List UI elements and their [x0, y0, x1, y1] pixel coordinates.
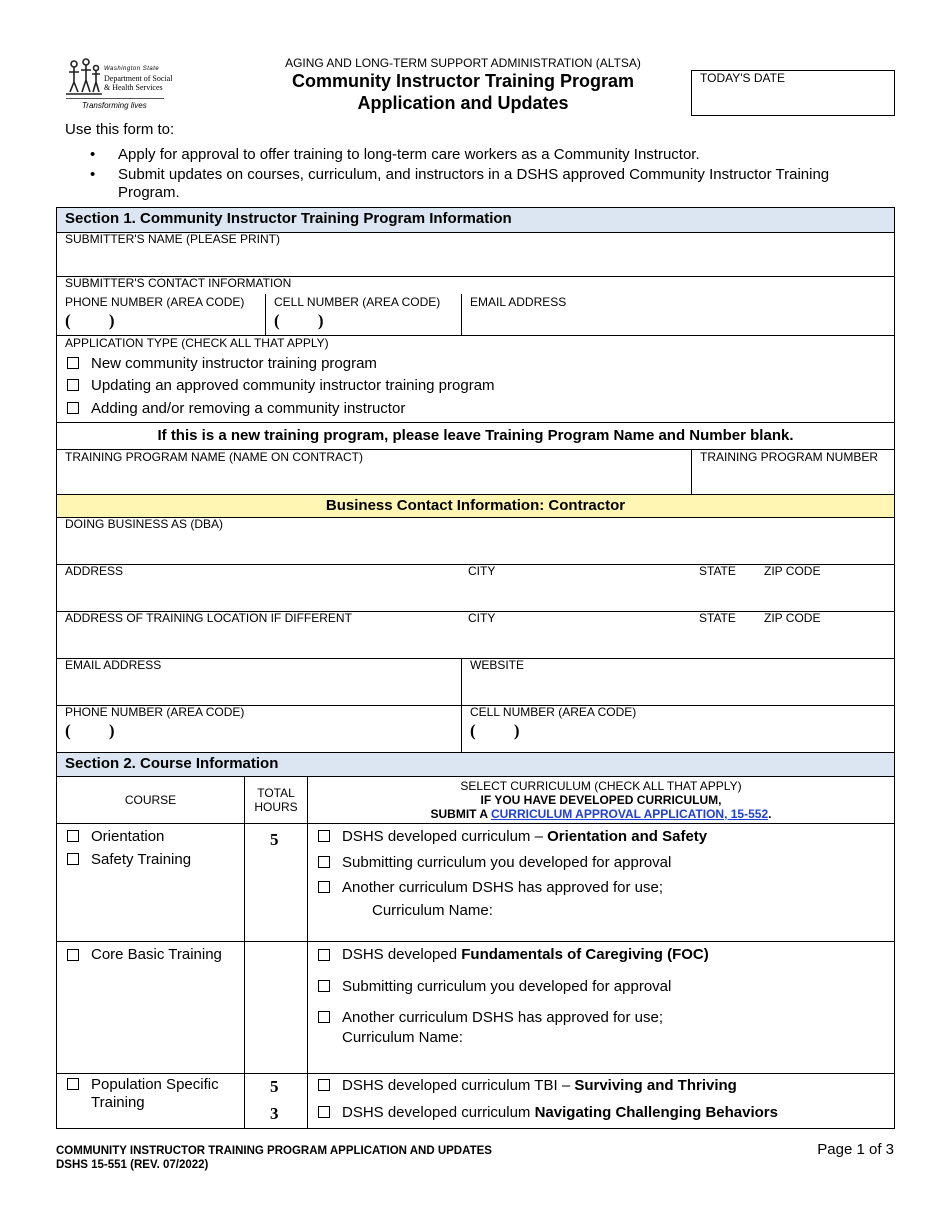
app-type-instructor-label: Adding and/or removing a community instructor — [91, 400, 406, 417]
city-label: CITY — [468, 564, 496, 578]
logo-tagline: Transforming lives — [82, 101, 147, 110]
logo-dept-line2: & Health Services — [104, 83, 163, 92]
dshs-people-icon — [64, 58, 104, 98]
email-input[interactable] — [462, 310, 894, 334]
orientation-own-curriculum-checkbox[interactable] — [318, 856, 330, 868]
contact-info-label: SUBMITTER'S CONTACT INFORMATION — [65, 276, 292, 290]
agency-name: AGING AND LONG-TERM SUPPORT ADMINISTRATION (ALTSA) — [285, 56, 641, 70]
biz-email-label: EMAIL ADDRESS — [65, 658, 162, 672]
app-type-update-checkbox[interactable] — [67, 379, 79, 391]
app-type-update-label: Updating an approved community instructor training program — [91, 377, 495, 394]
foc-curriculum-checkbox[interactable] — [318, 949, 330, 961]
curriculum-approval-link[interactable]: CURRICULUM APPROVAL APPLICATION, 15-552 — [490, 807, 769, 821]
core-other-curriculum-label: Another curriculum DSHS has approved for use; — [342, 1009, 663, 1026]
training-city-label: CITY — [468, 611, 496, 625]
tbi-hours: 5 — [270, 1077, 279, 1096]
orientation-curriculum-name-input[interactable] — [500, 900, 890, 936]
bullet-1: • — [90, 146, 96, 163]
business-contact-title: Business Contact Information: Contractor — [325, 497, 626, 514]
intro-bullet-2: Submit updates on courses, curriculum, and instructors in a DSHS approved Community Instructor Training — [118, 166, 830, 183]
phone-area-code-input[interactable]: ( ) — [65, 311, 115, 330]
footer-form-number: DSHS 15-551 (REV. 07/2022) — [56, 1159, 209, 1171]
orientation-checkbox[interactable] — [67, 830, 79, 842]
form-title-line1: Community Instructor Training Program — [291, 71, 635, 91]
core-own-curriculum-label: Submitting curriculum you developed for approval — [342, 978, 672, 995]
app-type-instructor-checkbox[interactable] — [67, 402, 79, 414]
application-type-label: APPLICATION TYPE (CHECK ALL THAT APPLY) — [65, 336, 329, 350]
biz-phone-label: PHONE NUMBER (AREA CODE) — [65, 705, 245, 719]
core-basic-hours — [245, 946, 307, 1066]
core-basic-checkbox[interactable] — [67, 949, 79, 961]
orientation-dshs-curriculum-checkbox[interactable] — [318, 830, 330, 842]
section1-header — [56, 207, 895, 232]
website-label: WEBSITE — [470, 658, 525, 672]
orientation-dshs-prefix: DSHS developed curriculum – — [342, 828, 548, 845]
submit-a-text: SUBMIT A — [430, 807, 491, 821]
orientation-hours: 5 — [270, 830, 279, 849]
orientation-own-curriculum-label: Submitting curriculum you developed for approval — [342, 854, 672, 871]
biz-cell-area-code-input[interactable]: ( ) — [470, 721, 520, 740]
tbi-curriculum-checkbox[interactable] — [318, 1079, 330, 1091]
population-specific-checkbox[interactable] — [67, 1078, 79, 1090]
app-type-new-label: New community instructor training program — [91, 355, 377, 372]
population-specific-label-line2: Training — [91, 1094, 145, 1111]
section2-header — [57, 753, 894, 776]
cell-label: CELL NUMBER (AREA CODE) — [274, 295, 441, 309]
tbi-curriculum-label — [342, 1077, 737, 1095]
col-select-header-line1: SELECT CURRICULUM (CHECK ALL THAT APPLY) — [460, 779, 742, 793]
foc-bold: Fundamentals of Caregiving (FOC) — [461, 946, 709, 963]
core-curriculum-name-input[interactable] — [470, 1027, 890, 1067]
form-title-line2: Application and Updates — [357, 93, 569, 113]
col-select-header-line3 — [308, 807, 894, 821]
safety-training-label: Safety Training — [91, 851, 192, 868]
core-curriculum-name-label: Curriculum Name: — [342, 1029, 463, 1046]
training-state-label: STATE — [699, 611, 736, 625]
new-program-notice: If this is a new training program, please leave Training Program Name and Number blank. — [157, 427, 794, 444]
todays-date-label: TODAY'S DATE — [700, 71, 785, 85]
core-own-curriculum-checkbox[interactable] — [318, 980, 330, 992]
state-label: STATE — [699, 564, 736, 578]
col-course-header: COURSE — [124, 793, 177, 807]
program-number-input[interactable] — [692, 465, 894, 494]
footer-page-number: Page 1 of 3 — [817, 1141, 894, 1158]
biz-phone-area-code-input[interactable]: ( ) — [65, 721, 115, 740]
email-label: EMAIL ADDRESS — [470, 295, 567, 309]
program-number-label: TRAINING PROGRAM NUMBER — [700, 450, 879, 464]
cell-area-code-input[interactable]: ( ) — [274, 311, 324, 330]
training-zip-label: ZIP CODE — [764, 611, 821, 625]
todays-date-field[interactable] — [691, 70, 895, 116]
address-label: ADDRESS — [65, 564, 124, 578]
challenging-bold: Navigating Challenging Behaviors — [534, 1104, 778, 1121]
program-name-label: TRAINING PROGRAM NAME (NAME ON CONTRACT) — [65, 450, 364, 464]
training-address-label: ADDRESS OF TRAINING LOCATION IF DIFFERENT — [65, 611, 352, 625]
dba-input[interactable] — [57, 532, 894, 563]
period-text: . — [768, 807, 772, 821]
zip-label: ZIP CODE — [764, 564, 821, 578]
orientation-dshs-curriculum-label — [342, 828, 707, 846]
phone-label: PHONE NUMBER (AREA CODE) — [65, 295, 245, 309]
core-other-curriculum-checkbox[interactable] — [318, 1011, 330, 1023]
bullet-2: • — [90, 166, 96, 183]
core-basic-label: Core Basic Training — [91, 946, 222, 963]
business-contact-header — [57, 495, 894, 517]
biz-email-input[interactable] — [57, 674, 460, 704]
orientation-other-curriculum-checkbox[interactable] — [318, 881, 330, 893]
dshs-logo — [64, 58, 173, 114]
website-input[interactable] — [462, 674, 894, 704]
section2-title: Section 2. Course Information — [65, 755, 279, 772]
training-address-input[interactable] — [57, 627, 894, 657]
footer-form-title: COMMUNITY INSTRUCTOR TRAINING PROGRAM APPLICATION AND UPDATES — [56, 1145, 492, 1157]
challenging-behaviors-hours: 3 — [270, 1104, 279, 1123]
intro-lead: Use this form to: — [65, 121, 175, 138]
biz-cell-label: CELL NUMBER (AREA CODE) — [470, 705, 637, 719]
orientation-dshs-bold: Orientation and Safety — [547, 828, 708, 845]
safety-training-checkbox[interactable] — [67, 853, 79, 865]
program-name-input[interactable] — [57, 465, 690, 494]
intro-bullet-2-cont: Program. — [118, 184, 180, 201]
foc-curriculum-label — [342, 946, 709, 964]
logo-dept-line1: Department of Social — [104, 74, 173, 83]
challenging-behaviors-checkbox[interactable] — [318, 1106, 330, 1118]
foc-prefix: DSHS developed — [342, 946, 462, 963]
section1-title: Section 1. Community Instructor Training Program Information — [65, 210, 512, 227]
dba-label: DOING BUSINESS AS (DBA) — [65, 517, 224, 531]
orientation-other-curriculum-label: Another curriculum DSHS has approved for use; — [342, 879, 663, 896]
challenging-behaviors-label — [342, 1104, 778, 1122]
orientation-label: Orientation — [91, 828, 165, 845]
population-specific-label-line1: Population Specific — [91, 1076, 219, 1093]
challenging-prefix: DSHS developed curriculum — [342, 1104, 535, 1121]
tbi-prefix: DSHS developed curriculum TBI – — [342, 1077, 575, 1094]
col-hours-header-line1: TOTAL — [257, 786, 295, 800]
app-type-new-checkbox[interactable] — [67, 357, 79, 369]
intro-bullet-1: Apply for approval to offer training to long-term care workers as a Community Instructor. — [118, 146, 700, 163]
logo-state: Washington State — [104, 66, 160, 72]
orientation-curriculum-name-label: Curriculum Name: — [372, 902, 493, 919]
address-input[interactable] — [57, 580, 894, 610]
col-select-header-line2: IF YOU HAVE DEVELOPED CURRICULUM, — [480, 793, 722, 807]
col-hours-header-line2: HOURS — [254, 800, 298, 814]
submitter-name-label: SUBMITTER'S NAME (PLEASE PRINT) — [65, 232, 280, 246]
tbi-bold: Surviving and Thriving — [574, 1077, 737, 1094]
